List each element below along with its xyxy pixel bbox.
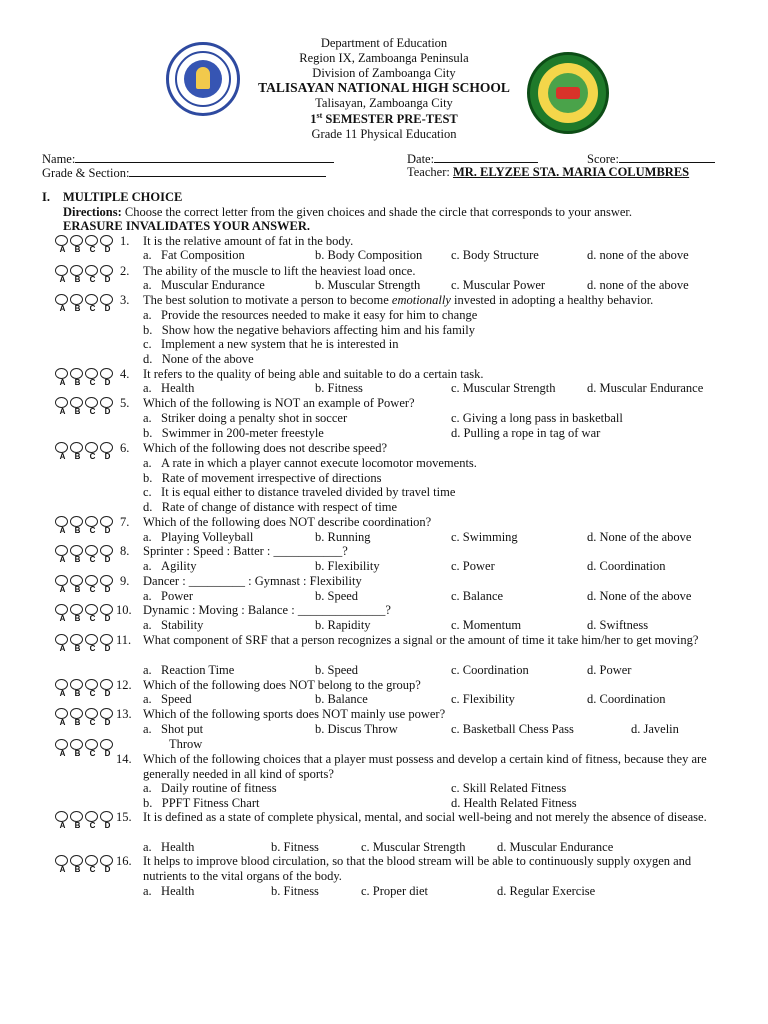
bubble-letter: C	[89, 526, 96, 535]
question-number: 1.	[120, 234, 130, 248]
answer-option: a. Provide the resources needed to make it easy for him to change	[143, 308, 478, 322]
answer-option: d. None of the above	[587, 530, 692, 544]
answer-option: d. None of the above	[143, 352, 254, 366]
bubble-letter: A	[59, 749, 66, 758]
answer-option: d. Coordination	[587, 559, 666, 573]
bubble-letter: A	[59, 275, 66, 284]
question-number: 5.	[120, 396, 130, 410]
answer-option: a. Playing Volleyball	[143, 530, 254, 544]
answer-option: d. Power	[587, 663, 632, 677]
bubble-letter: C	[89, 644, 96, 653]
answer-option: a. Shot put	[143, 722, 204, 736]
bubble-letter: C	[89, 452, 96, 461]
bubble-letter: A	[59, 452, 66, 461]
bubble-letter: D	[104, 555, 111, 564]
bubble-letter: C	[89, 407, 96, 416]
question-text: It is defined as a state of complete physical, mental, and social well-being and not merely the absence of disease.	[143, 810, 707, 824]
teacher-name: MR. ELYZEE STA. MARIA COLUMBRES	[452, 165, 690, 179]
bubble-letter: A	[59, 689, 66, 698]
name-field[interactable]: Name:	[42, 151, 334, 166]
answer-option: d. Rate of change of distance with respect of time	[143, 500, 398, 514]
bubble-letter: B	[74, 865, 81, 874]
answer-option: b. Body Composition	[315, 248, 423, 262]
bubble-letter: A	[59, 526, 66, 535]
question-text: It is the relative amount of fat in the body.	[143, 234, 354, 248]
question-number: 7.	[120, 515, 130, 529]
question-number: 10.	[116, 603, 132, 617]
answer-option: d. Coordination	[587, 692, 666, 706]
answer-option: a. Health	[143, 381, 195, 395]
answer-option: c. Skill Related Fitness	[451, 781, 567, 795]
school-name: TALISAYAN NATIONAL HIGH SCHOOL	[258, 80, 510, 95]
bubble-letter: A	[59, 614, 66, 623]
answer-option: b. Fitness	[271, 884, 319, 898]
answer-option: c. Implement a new system that he is interested in	[143, 337, 399, 351]
answer-option: Throw	[169, 737, 203, 751]
question-number: 3.	[120, 293, 130, 307]
bubble-letter: A	[59, 865, 66, 874]
bubble-letter: A	[59, 644, 66, 653]
answer-option: b. Speed	[315, 663, 359, 677]
question-text: Which of the following does not describe speed?	[143, 441, 388, 455]
bubble-letter: C	[89, 585, 96, 594]
question-text: It helps to improve blood circulation, so that the blood stream will be able to continuously supply oxygen and nutrients to the vital organs of the body.	[143, 854, 692, 883]
answer-option: b. Muscular Strength	[315, 278, 421, 292]
answer-option: b. Speed	[315, 589, 359, 603]
bubble-letter: D	[104, 718, 111, 727]
bubble-letter: C	[89, 749, 96, 758]
bubble-letter: B	[74, 275, 81, 284]
question-number: 13.	[116, 707, 132, 721]
bubble-letter: C	[89, 245, 96, 254]
answer-option: d. Javelin	[631, 722, 679, 736]
answer-option: a. Daily routine of fitness	[143, 781, 277, 795]
answer-option: a. Speed	[143, 692, 192, 706]
answer-option: c. Swimming	[451, 530, 518, 544]
division-line: Division of Zamboanga City	[312, 66, 456, 80]
answer-option: a. Health	[143, 884, 195, 898]
answer-option: c. Balance	[451, 589, 504, 603]
question-text: Which of the following does NOT belong to the group?	[143, 678, 421, 692]
directions: Directions: Choose the correct letter from the given choices and shade the circle that corresponds to your answer.	[63, 205, 633, 219]
answer-option: d. Health Related Fitness	[451, 796, 577, 810]
answer-option: b. Discus Throw	[315, 722, 398, 736]
question-number: 6.	[120, 441, 130, 455]
bubble-letter: D	[104, 821, 111, 830]
question-text: Dynamic : Moving : Balance : ______________?	[143, 603, 391, 617]
answer-option: d. none of the above	[587, 278, 689, 292]
bubble-letter: D	[104, 865, 111, 874]
region-line: Region IX, Zamboanga Peninsula	[299, 51, 469, 65]
bubble-letter: D	[104, 275, 111, 284]
bubble-letter: A	[59, 304, 66, 313]
bubble-letter: A	[59, 821, 66, 830]
answer-option: d. Muscular Endurance	[497, 840, 614, 854]
answer-option: a. A rate in which a player cannot execute locomotor movements.	[143, 456, 477, 470]
bubble-letter: B	[74, 407, 81, 416]
bubble-letter: B	[74, 304, 81, 313]
section-title: I. MULTIPLE CHOICE	[42, 190, 183, 204]
answer-option: c. Muscular Strength	[361, 840, 466, 854]
bubble-letter: B	[74, 378, 81, 387]
bubble-letter: A	[59, 585, 66, 594]
department-line: Department of Education	[320, 36, 448, 50]
answer-option: d. none of the above	[587, 248, 689, 262]
bubble-letter: B	[74, 555, 81, 564]
bubble-letter: C	[89, 718, 96, 727]
bubble-letter: A	[59, 245, 66, 254]
bubble-letter: C	[89, 821, 96, 830]
answer-option: c. Power	[451, 559, 495, 573]
question-number: 12.	[116, 678, 132, 692]
answer-option: a. Agility	[143, 559, 197, 573]
answer-option: d. None of the above	[587, 589, 692, 603]
test-subject: Grade 11 Physical Education	[311, 127, 457, 141]
question-text: Which of the following sports does NOT mainly use power?	[143, 707, 446, 721]
answer-option: b. Running	[315, 530, 371, 544]
bubble-letter: D	[104, 585, 111, 594]
question-number: 4.	[120, 367, 130, 381]
bubble-letter: B	[74, 245, 81, 254]
bubble-letter: C	[89, 378, 96, 387]
bubble-letter: B	[74, 585, 81, 594]
grade-section-field[interactable]: Grade & Section:	[42, 165, 326, 180]
answer-option: a. Stability	[143, 618, 204, 632]
answer-option: a. Health	[143, 840, 195, 854]
bubble-letter: C	[89, 275, 96, 284]
question-text: Which of the following does NOT describe coordination?	[143, 515, 432, 529]
question-number: 14.	[116, 752, 132, 766]
question-text: It refers to the quality of being able and suitable to do a certain task.	[143, 367, 484, 381]
answer-option: b. Swimmer in 200-meter freestyle	[143, 426, 324, 440]
bubble-letter: D	[104, 689, 111, 698]
question-text: What component of SRF that a person recognizes a signal or the amount of time it take him/her to get moving?	[143, 633, 699, 647]
bubble-letter: D	[104, 644, 111, 653]
bubble-letter: B	[74, 614, 81, 623]
answer-option: b. PPFT Fitness Chart	[143, 796, 260, 810]
answer-option: c. Muscular Strength	[451, 381, 556, 395]
answer-option: c. Coordination	[451, 663, 529, 677]
answer-option: b. Show how the negative behaviors affecting him and his family	[143, 323, 475, 337]
answer-option: b. Flexibility	[315, 559, 380, 573]
bubble-letter: C	[89, 689, 96, 698]
test-title: 1st SEMESTER PRE-TEST	[310, 110, 458, 126]
bubble-letter: C	[89, 865, 96, 874]
question-text: The best solution to motivate a person to become emotionally invested in adopting a healthy behavior.	[143, 293, 654, 307]
answer-option: b. Fitness	[271, 840, 319, 854]
answer-option: a. Fat Composition	[143, 248, 245, 262]
bubble-letter: D	[104, 407, 111, 416]
bubble-letter: A	[59, 555, 66, 564]
question-text: Which of the following is NOT an example of Power?	[143, 396, 415, 410]
date-field[interactable]: Date:	[407, 151, 538, 166]
answer-option: b. Balance	[315, 692, 368, 706]
answer-option: d. Muscular Endurance	[587, 381, 704, 395]
answer-option: d. Pulling a rope in tag of war	[451, 426, 601, 440]
bubble-letter: B	[74, 718, 81, 727]
bubble-letter: D	[104, 452, 111, 461]
answer-option: a. Striker doing a penalty shot in soccer	[143, 411, 348, 425]
teacher-field: Teacher: MR. ELYZEE STA. MARIA COLUMBRES	[407, 165, 690, 179]
bubble-letter: C	[89, 555, 96, 564]
answer-option: d. Regular Exercise	[497, 884, 596, 898]
question-number: 2.	[120, 264, 130, 278]
bubble-letter: B	[74, 821, 81, 830]
erasure-warning: ERASURE INVALIDATES YOUR ANSWER.	[63, 219, 311, 233]
answer-option: b. Rate of movement irrespective of directions	[143, 471, 382, 485]
question-number: 9.	[120, 574, 130, 588]
bubble-letter: B	[74, 644, 81, 653]
bubble-letter: B	[74, 749, 81, 758]
question-text: Sprinter : Speed : Batter : ___________?	[143, 544, 348, 558]
bubble-letter: D	[104, 614, 111, 623]
answer-option: a. Reaction Time	[143, 663, 235, 677]
bubble-letter: D	[104, 378, 111, 387]
bubble-letter: B	[74, 452, 81, 461]
answer-option: c. Muscular Power	[451, 278, 546, 292]
answer-option: a. Power	[143, 589, 193, 603]
bubble-letter: A	[59, 718, 66, 727]
answer-option: a. Muscular Endurance	[143, 278, 265, 292]
bubble-letter: D	[104, 526, 111, 535]
bubble-letter: D	[104, 245, 111, 254]
score-field[interactable]: Score:	[587, 151, 715, 166]
bubble-letter: C	[89, 304, 96, 313]
bubble-letter: B	[74, 526, 81, 535]
bubble-letter: A	[59, 407, 66, 416]
answer-option: c. Basketball Chess Pass	[451, 722, 574, 736]
bubble-letter: C	[89, 614, 96, 623]
question-number: 15.	[116, 810, 132, 824]
answer-option: d. Swiftness	[587, 618, 649, 632]
answer-option: c. Momentum	[451, 618, 522, 632]
answer-option: c. Body Structure	[451, 248, 539, 262]
question-text: The ability of the muscle to lift the heaviest load once.	[143, 264, 416, 278]
answer-option: b. Rapidity	[315, 618, 371, 632]
question-number: 11.	[116, 633, 132, 647]
school-location: Talisayan, Zamboanga City	[315, 96, 453, 110]
bubble-letter: A	[59, 378, 66, 387]
answer-option: c. Flexibility	[451, 692, 515, 706]
bubble-letter: B	[74, 689, 81, 698]
bubble-letter: D	[104, 304, 111, 313]
question-number: 16.	[116, 854, 132, 868]
answer-option: b. Fitness	[315, 381, 363, 395]
question-number: 8.	[120, 544, 130, 558]
answer-option: c. Giving a long pass in basketball	[451, 411, 623, 425]
question-text: Which of the following choices that a player must possess and develop a certain kind of fitness, because they are generally needed in all kind of sports?	[143, 752, 707, 781]
question-text: Dancer : _________ : Gymnast : Flexibility	[143, 574, 362, 588]
bubble-letter: D	[104, 749, 111, 758]
answer-option: c. Proper diet	[361, 884, 428, 898]
answer-option: c. It is equal either to distance traveled divided by travel time	[143, 485, 456, 499]
